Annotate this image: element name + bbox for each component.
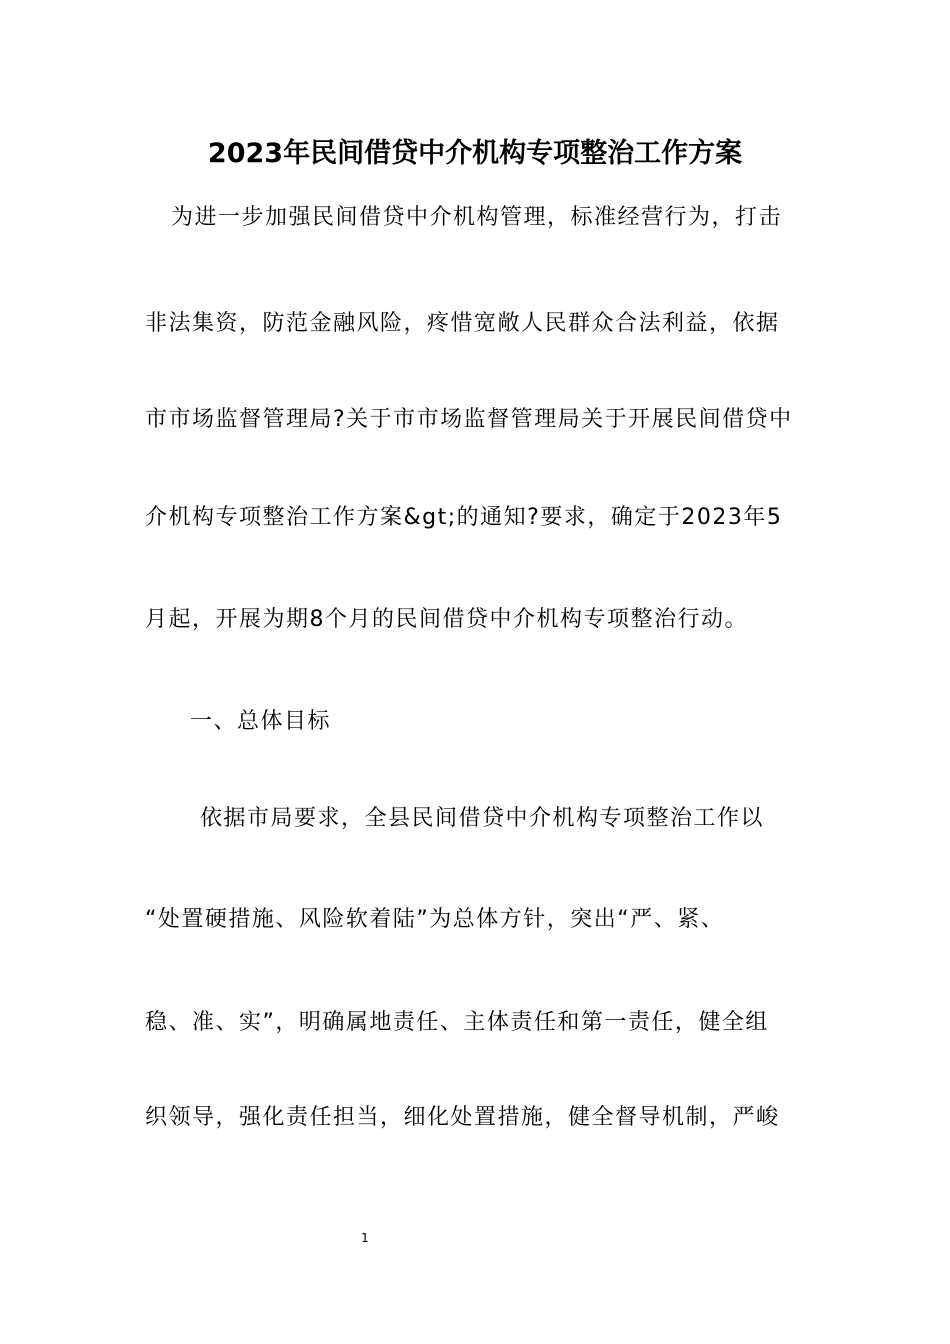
paragraph-line: 织领导，强化责任担当，细化处置措施，健全督导机制，严峻 [145,1105,780,1130]
paragraph-line: 非法集资，防范金融风险，疼惜宽敞人民群众合法利益，依据 [145,311,780,336]
paragraph-line: 介机构专项整治工作方案&gt;的通知?要求，确定于2023年5 [145,505,783,530]
paragraph-line: 稳、准、实”，明确属地责任、主体责任和第一责任，健全组 [145,1010,769,1035]
paragraph-line: 为进一步加强民间借贷中介机构管理，标准经营行为，打击 [171,205,783,230]
page-number: 1 [361,1231,369,1245]
paragraph-line: 依据市局要求，全县民间借贷中介机构专项整治工作以 [200,806,765,831]
document-title: 2023年民间借贷中介机构专项整治工作方案 [207,138,743,169]
paragraph-line: “处置硬措施、风险软着陆”为总体方针，突出“严、紧、 [145,907,725,932]
section-heading: 一、总体目标 [190,709,332,734]
paragraph-line: 月起，开展为期8个月的民间借贷中介机构专项整治行动。 [145,607,748,632]
paragraph-line: 市市场监督管理局?关于市市场监督管理局关于开展民间借贷中 [145,407,793,432]
